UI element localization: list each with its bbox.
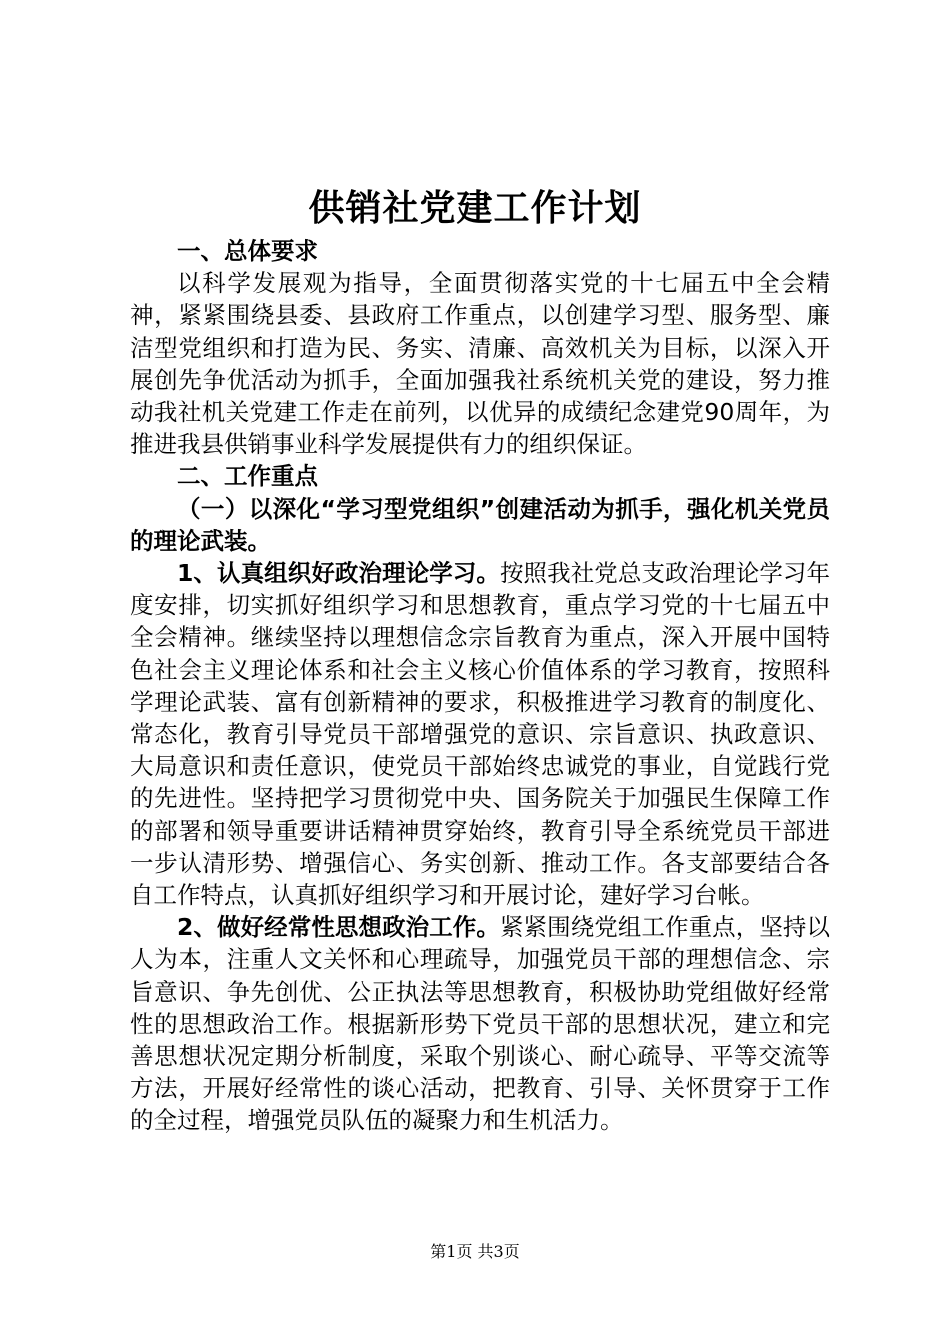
paragraph-item-2: [130, 911, 830, 1136]
section-heading-general-requirements: 一、总体要求: [177, 237, 318, 265]
item-1-lead: 1、认真组织好政治理论学习。: [177, 559, 500, 588]
item-2-text: 紧紧围绕党组工作重点，坚持以人为本，注重人文关怀和心理疏导，加强党员干部的理想信念、宗旨意识、争先创优、公正执法等思想教育，积极协助党组做好经常性的思想政治工作。根据新形势下党员干部的思想状况，建立和完善思想状况定期分析制度，采取个别谈心、耐心疏导、平等交流等方法，开展好经常性的谈心活动，把教育、引导、关怀贯穿于工作的全过程，增强党员队伍的凝聚力和生机活力。: [130, 913, 830, 1135]
document-title: 供销社党建工作计划: [308, 187, 642, 229]
item-2-lead: 2、做好经常性思想政治工作。: [177, 913, 500, 942]
document-body: [130, 235, 830, 1137]
paragraph-item-1: [130, 557, 830, 911]
item-1-text: 按照我社党总支政治理论学习年度安排，切实抓好组织学习和思想教育，重点学习党的十七届五中全会精神。继续坚持以理想信念宗旨教育为重点，深入开展中国特色社会主义理论体系和社会主义核心价值体系的学习教育，按照科学理论武装、富有创新精神的要求，积极推进学习教育的制度化、常态化，教育引导党员干部增强党的意识、宗旨意识、执政意识、大局意识和责任意识，使党员干部始终忠诚党的事业，自觉践行党的先进性。坚持把学习贯彻党中央、国务院关于加强民生保障工作的部署和领导重要讲话精神贯穿始终，教育引导全系统党员干部进一步认清形势、增强信心、务实创新、推动工作。各支部要结合各自工作特点，认真抓好组织学习和开展讨论，建好学习台帐。: [130, 559, 830, 910]
section-heading-work-focus: 二、工作重点: [177, 462, 318, 491]
paragraph-general-requirements: 以科学发展观为指导，全面贯彻落实党的十七届五中全会精神，紧紧围绕县委、县政府工作重点，以创建学习型、服务型、廉洁型党组织和打造为民、务实、清廉、高效机关为目标，以深入开展创先争优活动为抓手，全面加强我社系统机关党的建设，努力推动我社机关党建工作走在前列，以优异的成绩纪念建党90周年，为推进我县供销事业科学发展提供有力的组织保证。: [130, 269, 830, 459]
subsection-heading-learning-party-org: （一）以深化“学习型党组织”创建活动为抓手，强化机关党员的理论武装。: [130, 494, 830, 555]
page-footer: 第1页 共3页: [430, 1242, 520, 1261]
